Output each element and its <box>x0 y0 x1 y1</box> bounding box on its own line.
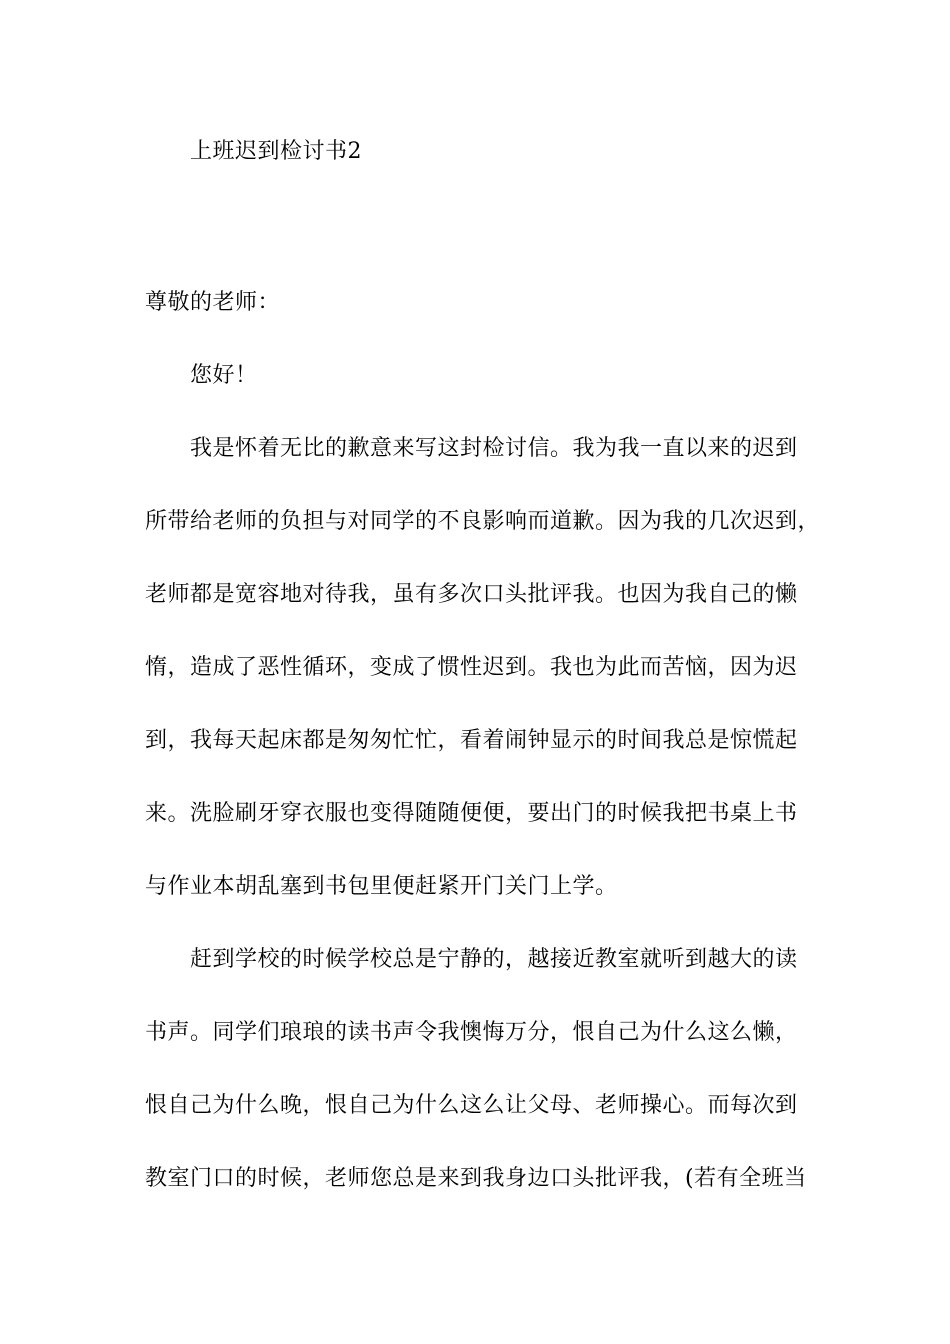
paragraph-2-line-3: 恨自己为什么晚，恨自己为什么这么让父母、老师操心。而每次到 <box>145 1093 798 1118</box>
paragraph-2-line-4: 教室门口的时候，老师您总是来到我身边口头批评我，(若有全班当 <box>145 1166 807 1191</box>
greeting: 您好！ <box>190 363 258 388</box>
paragraph-1-line-2: 所带给老师的负担与对同学的不良影响而道歉。因为我的几次迟到， <box>145 509 821 534</box>
salutation: 尊敬的老师： <box>145 290 281 315</box>
paragraph-2-line-1: 赶到学校的时候学校总是宁静的，越接近教室就听到越大的读 <box>190 947 798 972</box>
paragraph-1-line-4: 惰，造成了恶性循环，变成了惯性迟到。我也为此而苦恼，因为迟 <box>145 655 798 680</box>
document-title: 上班迟到检讨书2 <box>190 139 362 164</box>
paragraph-1-line-1: 我是怀着无比的歉意来写这封检讨信。我为我一直以来的迟到 <box>190 436 798 461</box>
paragraph-1-line-6: 来。洗脸刷牙穿衣服也变得随随便便，要出门的时候我把书桌上书 <box>145 801 798 826</box>
paragraph-1-line-5: 到，我每天起床都是匆匆忙忙，看着闹钟显示的时间我总是惊慌起 <box>145 728 798 753</box>
paragraph-2-line-2: 书声。同学们琅琅的读书声令我懊悔万分，恨自己为什么这么懒， <box>145 1020 798 1045</box>
paragraph-1-line-7: 与作业本胡乱塞到书包里便赶紧开门关门上学。 <box>145 874 618 899</box>
paragraph-1-line-3: 老师都是宽容地对待我，虽有多次口头批评我。也因为我自己的懒 <box>145 582 798 607</box>
